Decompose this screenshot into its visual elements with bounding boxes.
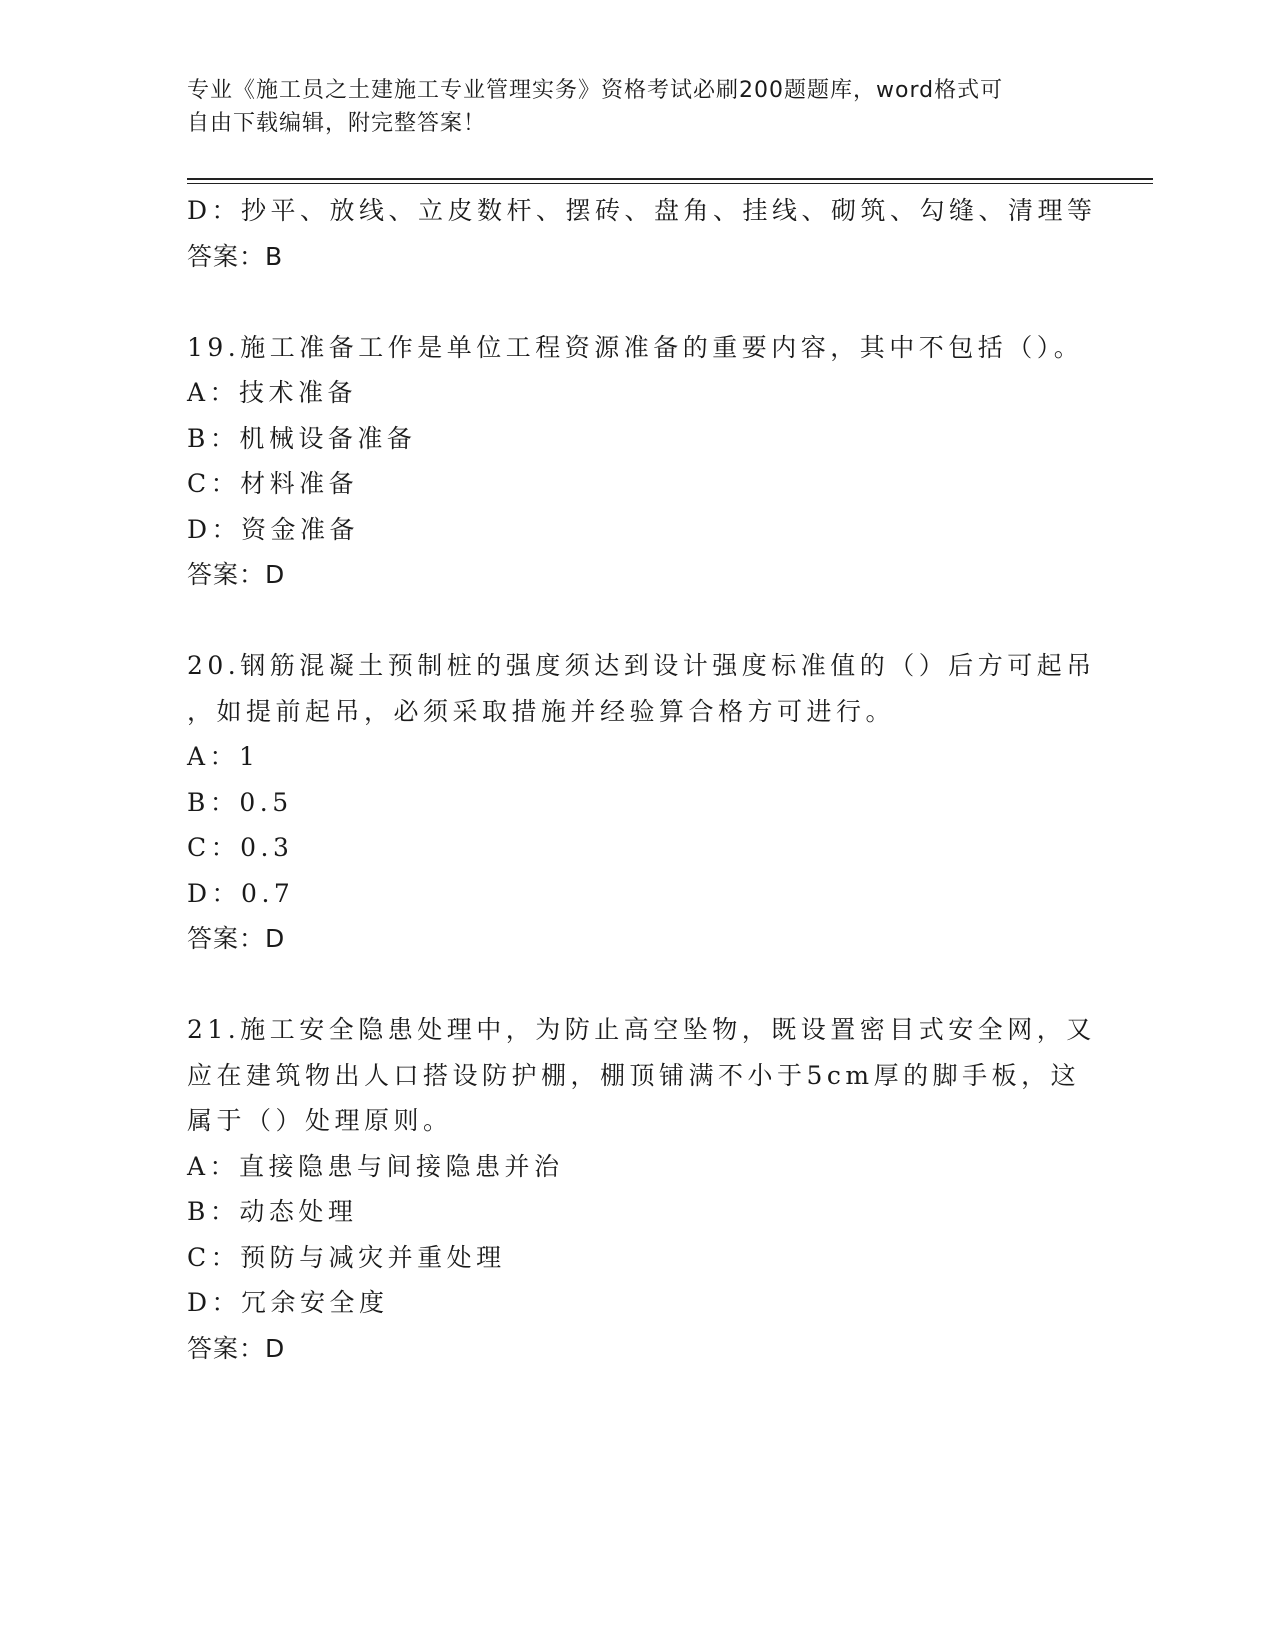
document-header <box>187 74 1067 140</box>
option-d: D：抄平、放线、立皮数杆、摆砖、盘角、挂线、砌筑、勾缝、清理等 <box>187 196 1097 225</box>
option-d: D：冗余安全度 <box>187 1288 389 1317</box>
question-stem: 19.施工准备工作是单位工程资源准备的重要内容，其中不包括（）。 <box>187 332 1084 362</box>
answer-line: 答案：B <box>187 241 284 271</box>
option-b: B：动态处理 <box>187 1197 358 1226</box>
question-stem: 21.施工安全隐患处理中，为防止高空坠物，既设置密目式安全网，又 <box>187 1015 1096 1044</box>
option-d: D：资金准备 <box>187 514 360 544</box>
option-b: B：机械设备准备 <box>187 423 417 453</box>
document-body <box>187 188 1097 1371</box>
question-stem-continued: 应在建筑物出人口搭设防护棚，棚顶铺满不小于5cm厚的脚手板，这 <box>187 1060 1081 1090</box>
option-a: A：技术准备 <box>187 378 358 407</box>
answer-line: 答案：D <box>187 1333 286 1363</box>
question-20 <box>187 643 1096 962</box>
question-stem: 20.钢筋混凝土预制桩的强度须达到设计强度标准值的（）后方可起吊 <box>187 651 1096 680</box>
option-a: A：1 <box>187 742 260 771</box>
header-divider-thin <box>187 183 1153 184</box>
question-21 <box>187 1007 1096 1371</box>
option-c: C：材料准备 <box>187 469 359 498</box>
header-divider-thick <box>187 178 1153 180</box>
carryover-block <box>187 188 1097 279</box>
option-a: A：直接隐患与间接隐患并治 <box>187 1151 564 1181</box>
option-d: D：0.7 <box>187 878 295 908</box>
answer-line: 答案：D <box>187 924 286 953</box>
option-b: B：0.5 <box>187 787 293 817</box>
header-line-2: 自由下载编辑，附完整答案！ <box>187 111 487 136</box>
option-c: C：0.3 <box>187 833 294 862</box>
header-line-1: 专业《施工员之土建施工专业管理实务》资格考试必刷200题题库，word格式可 <box>187 78 1004 103</box>
option-c: C：预防与减灾并重处理 <box>187 1242 506 1272</box>
answer-line: 答案：D <box>187 560 286 589</box>
question-19 <box>187 325 1087 598</box>
question-stem-continued: 属于（）处理原则。 <box>187 1106 453 1135</box>
question-stem-continued: ，如提前起吊，必须采取措施并经验算合格方可进行。 <box>187 696 896 726</box>
